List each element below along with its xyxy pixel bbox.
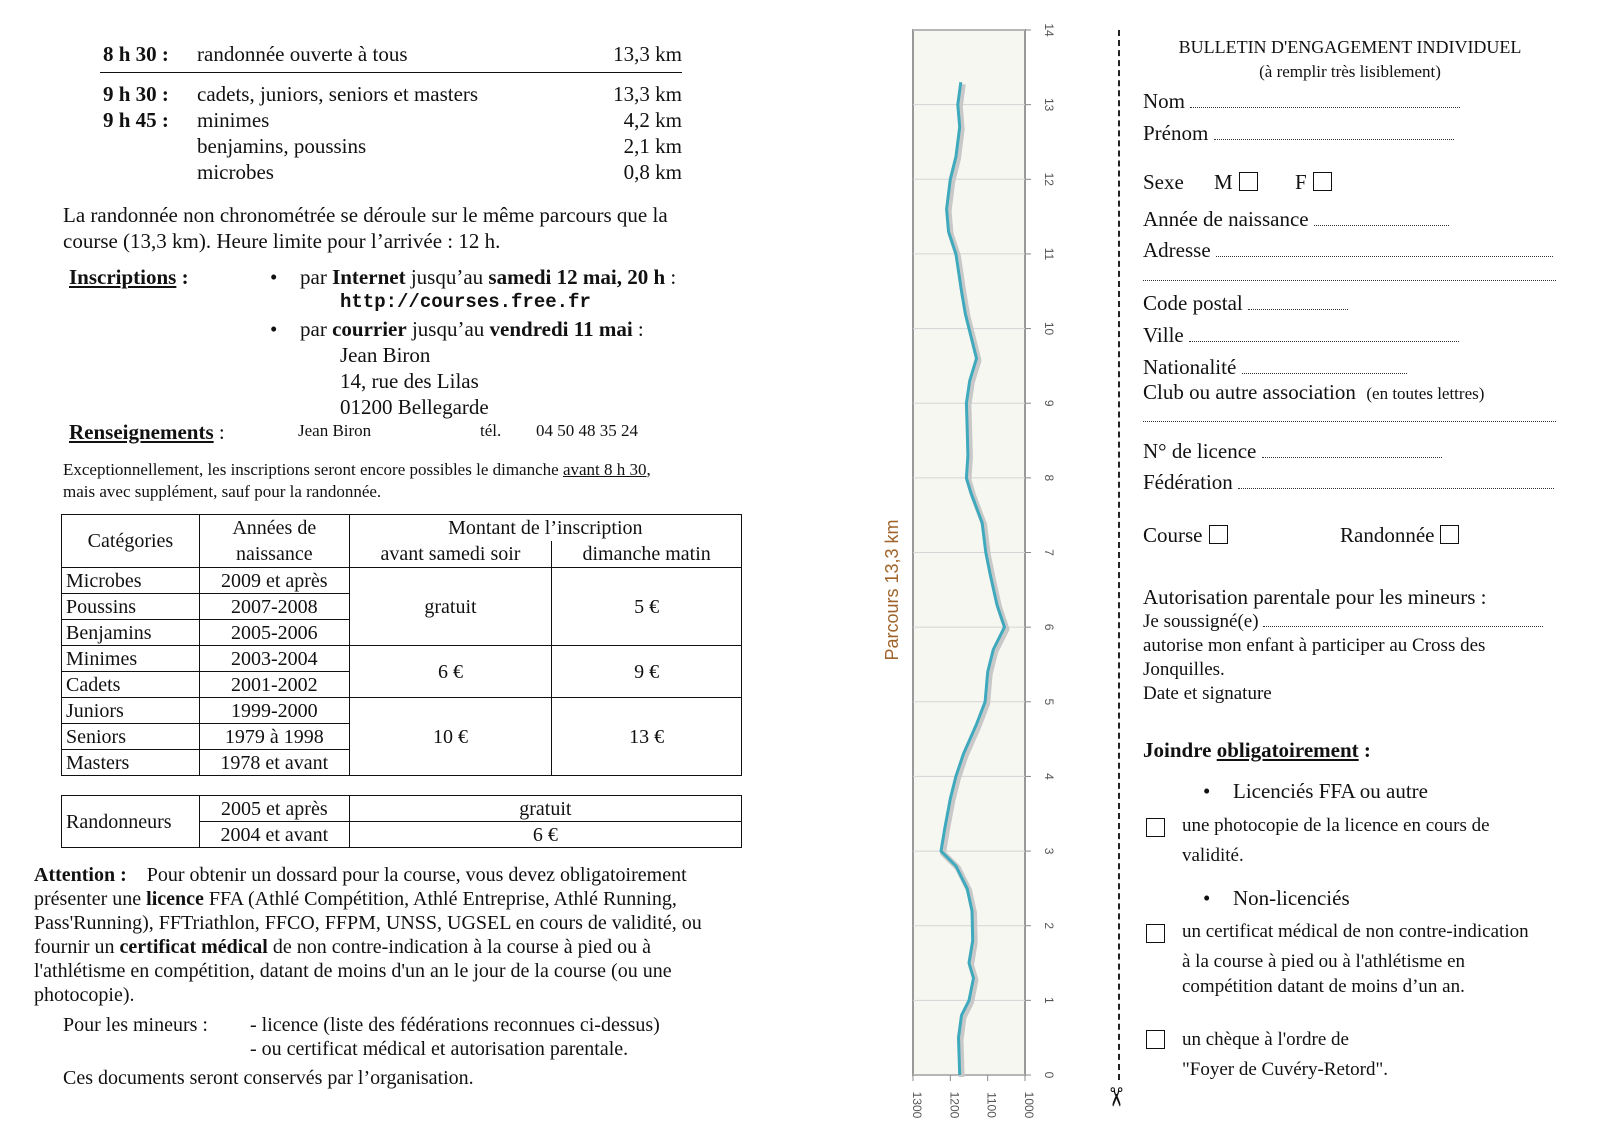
field-annee-naissance[interactable]: Année de naissance: [1143, 207, 1449, 232]
schedule-time: 9 h 30 :: [103, 82, 169, 106]
cell-fee-dimanche: 13 €: [552, 698, 742, 776]
checkbox-cheque[interactable]: [1146, 1028, 1165, 1053]
field-prenom[interactable]: Prénom: [1143, 121, 1454, 146]
schedule-dist: 4,2 km: [623, 108, 682, 132]
cell-category: Minimes: [62, 646, 200, 672]
cell-fee-avant: 6 €: [349, 646, 552, 698]
address-line-1: Jean Biron: [340, 343, 431, 367]
schedule-dist: 2,1 km: [623, 134, 682, 158]
sexe-m-option[interactable]: M: [1214, 170, 1258, 195]
sexe-label: Sexe: [1143, 170, 1184, 194]
cell-fee-avant: 10 €: [349, 698, 552, 776]
date-signature: Date et signature: [1143, 683, 1272, 704]
checkbox-m[interactable]: [1239, 172, 1258, 191]
cut-line: [1118, 30, 1120, 1080]
mineurs-label: Pour les mineurs :: [63, 1014, 208, 1036]
cheque-line-1: un chèque à l'ordre de: [1182, 1029, 1349, 1050]
fees-table: [61, 514, 742, 776]
bullet-icon: •: [1203, 886, 1211, 910]
sexe-f-option[interactable]: F: [1295, 170, 1332, 195]
field-licence[interactable]: N° de licence: [1143, 439, 1442, 464]
photocopie-line-1: une photocopie de la licence en cours de: [1182, 815, 1490, 836]
cell-category: Poussins: [62, 594, 200, 620]
inscription-url[interactable]: http://courses.free.fr: [340, 291, 591, 313]
cell-year: 2005-2006: [199, 620, 349, 646]
schedule-dist: 13,3 km: [613, 82, 682, 106]
attention-line-3: Pass'Running), FFTriathlon, FFCO, FFPM, UNSS, UGSEL en cours de validité, ou: [34, 912, 702, 934]
autorise-line-2: Jonquilles.: [1143, 659, 1225, 680]
photocopie-line-2: validité.: [1182, 845, 1244, 866]
rando-table: [61, 795, 742, 848]
attention-line-5: l'athlétisme en compétition, datant de moins d'un an le jour de la course (ou une: [34, 960, 672, 982]
schedule-dist: 13,3 km: [613, 42, 682, 66]
checkbox-randonnee[interactable]: [1440, 525, 1459, 544]
address-line-3: 01200 Bellegarde: [340, 395, 489, 419]
cell-year: 1999-2000: [199, 698, 349, 724]
address-line-2: 14, rue des Lilas: [340, 369, 479, 393]
field-code-postal[interactable]: Code postal: [1143, 291, 1348, 316]
km-tick-label: 5: [1042, 698, 1056, 706]
cell-category: Masters: [62, 750, 200, 776]
schedule-label: minimes: [197, 108, 270, 132]
field-nationalite[interactable]: Nationalité: [1143, 355, 1407, 380]
table-row: [62, 646, 742, 672]
km-tick-label: 10: [1042, 321, 1056, 336]
km-tick-label: 8: [1042, 474, 1056, 482]
form-subtitle: (à remplir très lisiblement): [1259, 62, 1441, 81]
attention-line-2: présenter une licence FFA (Athlé Compétition, Athlé Entreprise, Athlé Running,: [34, 888, 677, 910]
cell-fee: 6 €: [349, 822, 741, 848]
checkbox-course[interactable]: [1209, 525, 1228, 544]
elevation-chart: [860, 15, 1100, 1125]
table-row: [62, 568, 742, 594]
field-ville[interactable]: Ville: [1143, 323, 1459, 348]
schedule-time: 9 h 45 :: [103, 108, 169, 132]
tel-number: 04 50 48 35 24: [536, 421, 638, 440]
cell-year: 2003-2004: [199, 646, 349, 672]
rando-note-line-2: course (13,3 km). Heure limite pour l’arrivée : 12 h.: [63, 229, 501, 253]
checkbox-f[interactable]: [1313, 172, 1332, 191]
km-tick-label: 13: [1042, 97, 1056, 112]
km-tick-label: 11: [1042, 247, 1056, 261]
field-nom[interactable]: Nom: [1143, 89, 1460, 114]
exception-line-1: Exceptionnellement, les inscriptions seront encore possibles le dimanche avant 8 h 30,: [63, 460, 651, 479]
cell-fee-avant: gratuit: [349, 568, 552, 646]
mineurs-line-2: - ou certificat médical et autorisation parentale.: [250, 1038, 629, 1060]
autorisation-heading: Autorisation parentale pour les mineurs :: [1143, 585, 1487, 609]
km-tick-label: 14: [1042, 23, 1056, 37]
schedule-label: cadets, juniors, seniors et masters: [197, 82, 479, 106]
scissors-icon: ✂: [1099, 1086, 1130, 1108]
cell-year: 2001-2002: [199, 672, 349, 698]
cell-year: 2007-2008: [199, 594, 349, 620]
km-tick-label: 7: [1042, 549, 1056, 556]
checkbox-photocopie[interactable]: [1146, 816, 1165, 841]
cell-category: Microbes: [62, 568, 200, 594]
km-tick-label: 6: [1042, 623, 1056, 631]
km-tick-label: 9: [1042, 399, 1056, 407]
chart-title: Parcours 13,3 km: [882, 519, 902, 661]
cell-category: Randonneurs: [62, 796, 200, 848]
autorise-line-1: autorise mon enfant à participer au Cross des: [1143, 635, 1486, 656]
header-dimanche: dimanche matin: [552, 541, 742, 568]
schedule-label: microbes: [197, 160, 274, 184]
randonnee-option[interactable]: Randonnée: [1340, 523, 1459, 548]
cell-year: 2004 et avant: [199, 822, 349, 848]
altitude-tick-label: 1300: [910, 1091, 924, 1119]
cell-category: Benjamins: [62, 620, 200, 646]
inscriptions-heading: Inscriptions :: [69, 265, 189, 289]
header-avant-samedi: avant samedi soir: [349, 541, 552, 568]
attention-line-6: photocopie).: [34, 984, 135, 1006]
cell-fee-dimanche: 5 €: [552, 568, 742, 646]
certif-line-1: un certificat médical de non contre-indication: [1182, 921, 1529, 942]
km-tick-label: 12: [1042, 172, 1056, 186]
cell-year: 1979 à 1998: [199, 724, 349, 750]
cell-fee-dimanche: 9 €: [552, 646, 742, 698]
schedule-label: benjamins, poussins: [197, 134, 367, 158]
adresse-line-2[interactable]: [1143, 280, 1556, 281]
table-row: [62, 698, 742, 724]
inscription-internet: par Internet jusqu’au samedi 12 mai, 20 h :: [300, 265, 677, 289]
bullet-icon: •: [1203, 779, 1211, 803]
contact-name: Jean Biron: [298, 421, 372, 440]
altitude-tick-label: 1100: [984, 1092, 999, 1118]
attention-line-4: fournir un certificat médical de non contre-indication à la course à pied ou à: [34, 936, 651, 958]
conserve-note: Ces documents seront conservés par l’organisation.: [63, 1067, 474, 1089]
bullet-courrier: •: [270, 317, 278, 341]
cell-fee: gratuit: [349, 796, 741, 822]
km-tick-label: 1: [1042, 997, 1056, 1004]
form-title: BULLETIN D'ENGAGEMENT INDIVIDUEL: [1178, 37, 1522, 57]
cell-category: Seniors: [62, 724, 200, 750]
cell-year: 2009 et après: [199, 568, 349, 594]
km-tick-label: 4: [1042, 773, 1056, 780]
header-montant: Montant de l’inscription: [349, 515, 741, 542]
altitude-tick-label: 1200: [947, 1091, 962, 1119]
header-categories: Catégories: [62, 515, 200, 568]
tel-label: tél.: [480, 421, 502, 440]
cell-category: Juniors: [62, 698, 200, 724]
cell-year: 2005 et après: [199, 796, 349, 822]
bullet-internet: •: [270, 265, 278, 289]
attention-line-1: Attention : Pour obtenir un dossard pour la course, vous devez obligatoirement: [34, 864, 687, 886]
certif-line-3: compétition datant de moins d’un an.: [1182, 976, 1465, 997]
club-line[interactable]: [1143, 421, 1556, 422]
schedule-label: randonnée ouverte à tous: [197, 42, 408, 66]
km-tick-label: 0: [1042, 1071, 1056, 1079]
rando-note-line-1: La randonnée non chronométrée se déroule sur le même parcours que la: [63, 203, 668, 227]
cheque-line-2: "Foyer de Cuvéry-Retord".: [1182, 1059, 1388, 1080]
licencies-label: Licenciés FFA ou autre: [1233, 779, 1428, 803]
header-annees: Années de naissance: [199, 515, 349, 568]
checkbox-certificat[interactable]: [1146, 922, 1165, 947]
joindre-heading: Joindre obligatoirement :: [1143, 738, 1371, 762]
km-tick-label: 2: [1042, 922, 1056, 930]
exception-line-2: mais avec supplément, sauf pour la randonnée.: [63, 482, 382, 501]
renseignements-heading: Renseignements :: [69, 420, 225, 444]
course-option[interactable]: Course: [1143, 523, 1228, 548]
schedule-divider: [100, 72, 682, 73]
field-club: Club ou autre association (en toutes lettres): [1143, 380, 1485, 404]
certif-line-2: à la course à pied ou à l'athlétisme en: [1182, 951, 1466, 972]
mineurs-line-1: - licence (liste des fédérations reconnues ci-dessus): [250, 1014, 660, 1036]
inscription-courrier: par courrier jusqu’au vendredi 11 mai :: [300, 317, 644, 341]
field-federation[interactable]: Fédération: [1143, 470, 1554, 495]
non-licencies-label: Non-licenciés: [1233, 886, 1350, 910]
schedule-dist: 0,8 km: [623, 160, 682, 184]
field-soussigne[interactable]: Je soussigné(e): [1143, 610, 1543, 633]
schedule-time: 8 h 30 :: [103, 42, 169, 66]
altitude-tick-label: 1000: [1022, 1091, 1036, 1119]
cell-year: 1978 et avant: [199, 750, 349, 776]
km-tick-label: 3: [1042, 847, 1056, 855]
cell-category: Cadets: [62, 672, 200, 698]
field-adresse[interactable]: Adresse: [1143, 238, 1553, 263]
